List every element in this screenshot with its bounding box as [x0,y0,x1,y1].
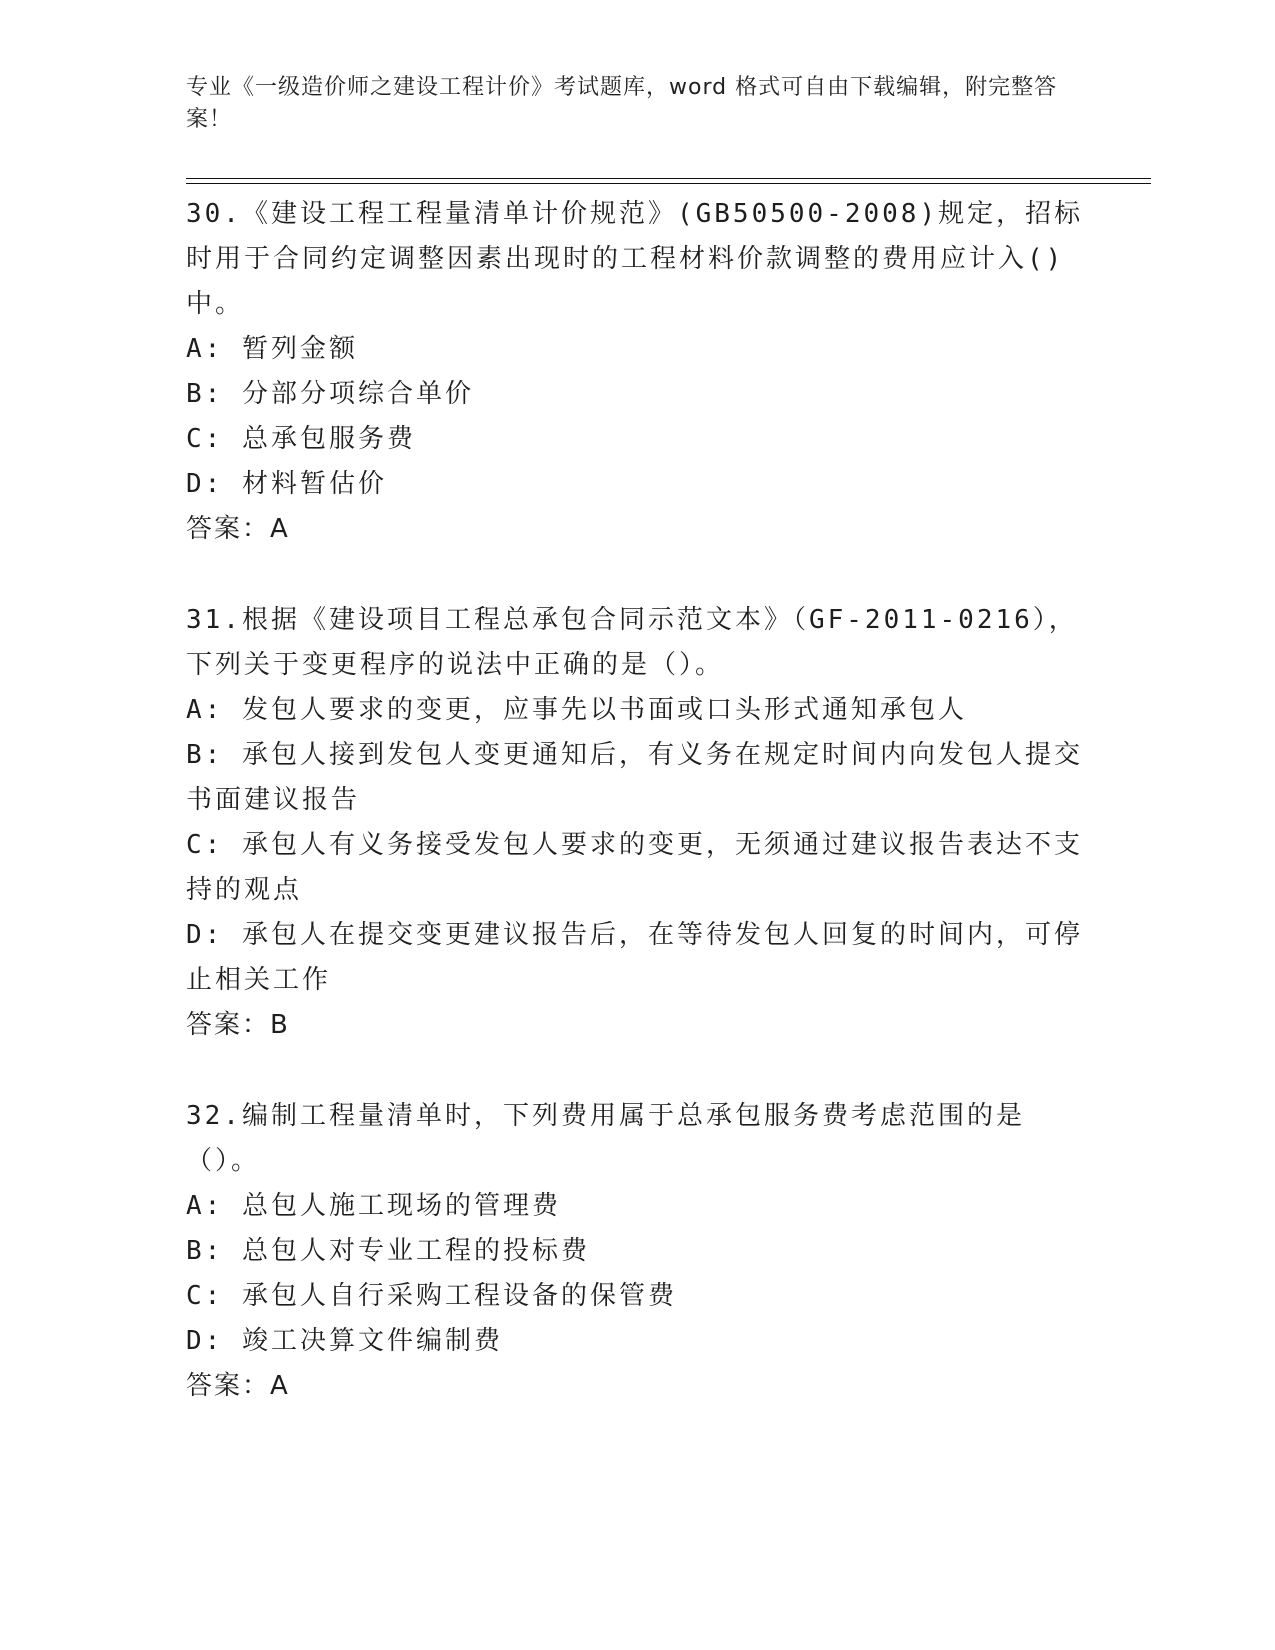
option-c: C: 承包人自行采购工程设备的保管费 [186,1281,677,1311]
header-divider-top [186,178,1151,179]
question-text: 32.编制工程量清单时，下列费用属于总承包服务费考虑范围的是（）。 [186,1101,1025,1176]
option-a: A: 暂列金额 [186,334,358,364]
answer-value: A [270,514,289,544]
answer-label: 答案： [186,1010,271,1040]
question-30 [186,188,1086,552]
option-d: D: 材料暂估价 [186,469,387,499]
answer-line [186,507,1086,552]
answer-line [186,1003,1086,1048]
option-b: B: 承包人接到发包人变更通知后，有义务在规定时间内向发包人提交书面建议报告 [186,740,1083,815]
answer-line [186,1364,1086,1409]
option-a: A: 总包人施工现场的管理费 [186,1191,561,1221]
question-list [186,188,1086,1451]
question-text: 31.根据《建设项目工程总承包合同示范文本》（GF-2011-0216），下列关于变更程序的说法中正确的是（）。 [186,605,1078,680]
answer-label: 答案： [186,1371,271,1401]
header-divider-bottom [186,183,1151,184]
option-c: C: 承包人有义务接受发包人要求的变更，无须通过建议报告表达不支持的观点 [186,830,1083,905]
question-text: 30.《建设工程工程量清单计价规范》(GB50500-2008)规定，招标时用于合同约定调整因素出现时的工程材料价款调整的费用应计入()中。 [186,199,1084,319]
header-text: 专业《一级造价师之建设工程计价》考试题库，word 格式可自由下载编辑，附完整答案！ [186,75,1058,132]
answer-label: 答案： [186,514,271,544]
option-a: A: 发包人要求的变更，应事先以书面或口头形式通知承包人 [186,695,967,725]
answer-value: B [270,1010,289,1040]
question-31 [186,594,1086,1048]
question-32 [186,1090,1086,1409]
option-d: D: 竣工决算文件编制费 [186,1326,503,1356]
option-b: B: 分部分项综合单价 [186,379,474,409]
answer-value: A [270,1371,289,1401]
option-b: B: 总包人对专业工程的投标费 [186,1236,590,1266]
option-c: C: 总承包服务费 [186,424,416,454]
option-d: D: 承包人在提交变更建议报告后，在等待发包人回复的时间内，可停止相关工作 [186,920,1083,995]
